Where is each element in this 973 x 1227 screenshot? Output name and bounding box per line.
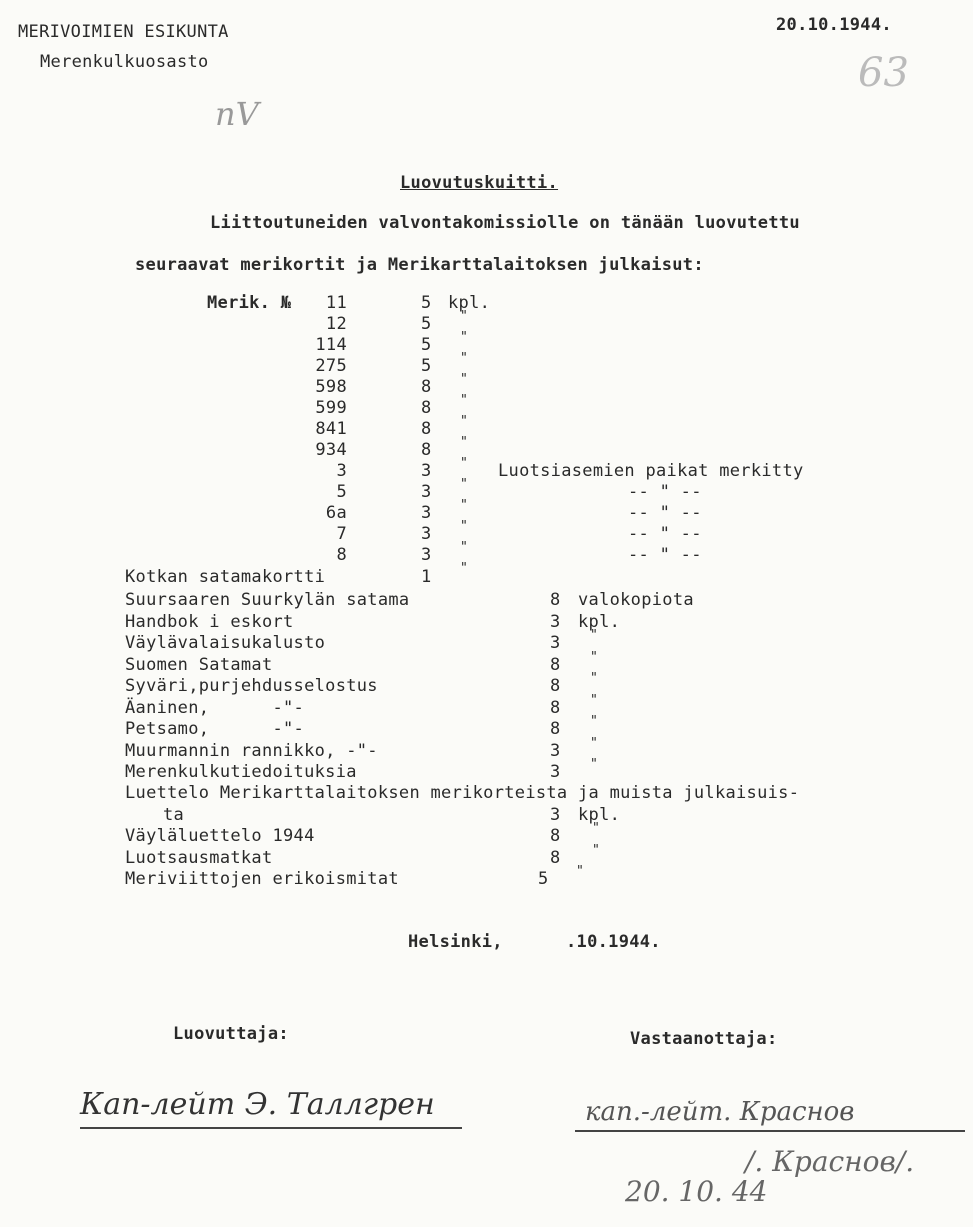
chart-unit-ditto: " [460,330,468,345]
document-title: Luovutuskuitti. [400,173,559,193]
publication-qty: 8 [550,719,561,739]
chart-qty: 3 [421,524,432,544]
publication-name: Luotsausmatkat [125,847,273,868]
chart-qty: 8 [421,440,432,460]
place-date: Helsinki, .10.1944. [408,932,661,952]
publication-name: Äaninen, -"- [125,697,305,718]
chart-number: 599 [315,398,347,418]
publication-qty: 3 [550,633,561,653]
kotka-unit: " [460,561,468,576]
receiver-signature: кап.-лейт. Краснов [585,1097,855,1127]
chart-qty: 5 [421,293,432,313]
luettelo-line-1: Luettelo Merikarttalaitoksen merikorteista ja muista julkaisuis- [125,783,800,803]
chart-number: 11 [325,293,347,313]
publication-name: Väylävalaisukalusto [125,633,326,653]
chart-unit-ditto: " [460,456,468,471]
chart-qty: 3 [421,482,432,502]
chart-qty: 8 [421,398,432,418]
chart-note: -- " -- [628,503,702,523]
publication-qty: 8 [550,847,561,868]
chart-number: 114 [315,335,347,355]
publication-qty: 8 [550,676,561,696]
publication-unit-ditto: " [592,842,600,858]
receiver-label: Vastaanottaja: [630,1029,778,1049]
publication-unit-ditto: " [592,821,600,836]
chart-unit-ditto: " [460,477,468,492]
charts-prefix: Merik. № [207,293,292,313]
publication-unit-ditto: " [590,735,598,751]
handwritten-page-number: 63 [858,50,909,96]
publication-unit: kpl. [578,611,621,632]
giver-signature: Кап-лейт Э. Таллгрен [80,1087,435,1122]
chart-number: 6a [325,503,347,523]
publication-unit-ditto: " [590,757,598,772]
receiver-date-handwritten: 20. 10. 44 [625,1175,768,1208]
chart-note: -- " -- [628,545,702,565]
publication-unit-ditto: " [590,649,598,665]
publication-qty: 8 [550,590,561,610]
publication-unit-ditto: " [590,671,598,686]
publication-name: Suursaaren Suurkylän satama [125,590,410,610]
chart-number: 12 [325,314,347,334]
publication-name: Handbok i eskort [125,611,294,632]
chart-unit-ditto: " [460,414,468,429]
chart-unit-ditto: " [460,435,468,450]
chart-unit: kpl. [448,293,491,313]
chart-number: 7 [336,524,347,544]
chart-number: 934 [315,440,347,460]
chart-unit-ditto: " [460,519,468,534]
intro-line-1: Liittoutuneiden valvontakomissiolle on tänään luovutettu [210,213,800,233]
org-department: Merenkulkuosasto [40,52,209,72]
chart-unit-ditto: " [460,351,468,366]
publication-qty: 8 [550,654,561,675]
publication-unit-ditto: " [576,864,584,879]
chart-unit-ditto: " [460,498,468,513]
chart-qty: 3 [421,461,432,481]
chart-qty: 8 [421,419,432,439]
publication-name: Syväri,purjehdusselostus [125,676,378,696]
luettelo-unit: kpl. [578,805,621,825]
publication-name: Petsamo, -"- [125,719,305,739]
chart-qty: 3 [421,545,432,565]
luettelo-line-2: ta [163,805,185,825]
document-date: 20.10.1944. [776,15,892,35]
publication-name: Merenkulkutiedoituksia [125,762,357,782]
giver-label: Luovuttaja: [173,1024,289,1044]
chart-unit-ditto: " [460,309,468,324]
publication-unit-ditto: " [590,692,598,708]
publication-qty: 3 [550,740,561,761]
chart-unit-ditto: " [460,372,468,387]
handwritten-initials: nV [215,95,259,133]
chart-number: 275 [315,356,347,376]
intro-line-2: seuraavat merikortit ja Merikarttalaitoksen julkaisut: [135,255,704,275]
kotka-qty: 1 [421,567,432,587]
chart-number: 8 [336,545,347,565]
publication-name: Muurmannin rannikko, -"- [125,740,378,761]
chart-qty: 5 [421,356,432,376]
giver-signature-line [80,1127,462,1129]
chart-unit-ditto: " [460,540,468,555]
luettelo-qty: 3 [550,805,561,825]
receiver-name-handwritten: /. Краснов/. [745,1145,915,1178]
chart-qty: 3 [421,503,432,523]
chart-qty: 5 [421,335,432,355]
publication-qty: 3 [550,762,561,782]
chart-qty: 5 [421,314,432,334]
chart-note: Luotsiasemien paikat merkitty [498,461,804,481]
chart-number: 598 [315,377,347,397]
publication-qty: 5 [538,869,549,889]
publication-unit: valokopiota [578,590,694,610]
chart-note: -- " -- [628,482,702,502]
publication-qty: 8 [550,697,561,718]
chart-unit-ditto: " [460,393,468,408]
kotka-name: Kotkan satamakortti [125,567,326,587]
publication-unit-ditto: " [590,714,598,729]
publication-name: Meriviittojen erikoismitat [125,869,399,889]
chart-qty: 8 [421,377,432,397]
publication-name: Väyläluettelo 1944 [125,826,315,846]
chart-number: 841 [315,419,347,439]
publication-qty: 3 [550,611,561,632]
publication-qty: 8 [550,826,561,846]
publication-unit-ditto: " [590,628,598,643]
chart-number: 5 [336,482,347,502]
chart-note: -- " -- [628,524,702,544]
chart-number: 3 [336,461,347,481]
receiver-signature-line [575,1130,965,1132]
publication-name: Suomen Satamat [125,654,273,675]
org-name: MERIVOIMIEN ESIKUNTA [18,22,229,42]
